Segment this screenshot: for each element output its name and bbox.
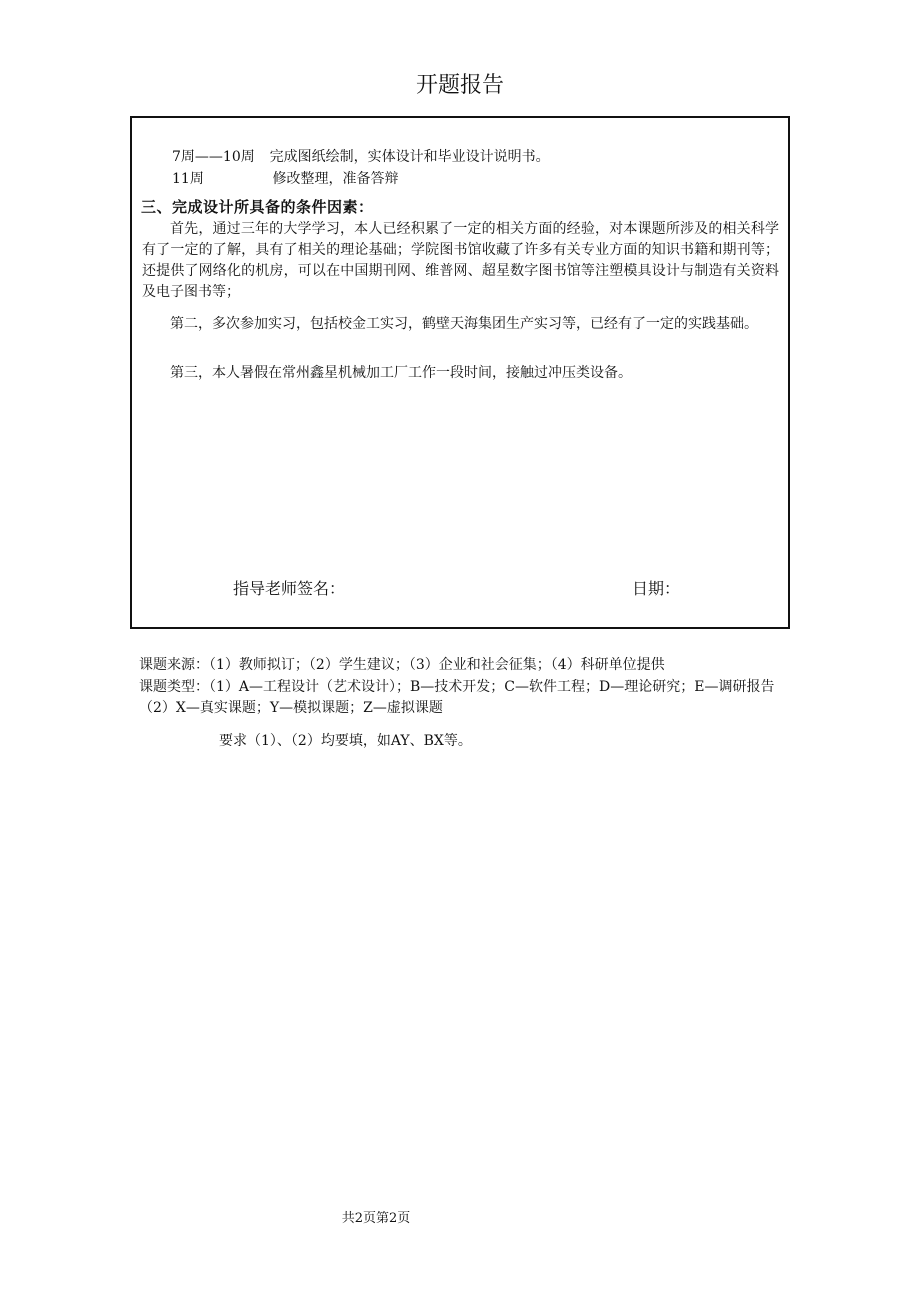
schedule-task: 修改整理，准备答辩 — [272, 171, 399, 187]
report-content-box — [130, 116, 790, 629]
page-number: 共2页第2页 — [341, 1211, 411, 1226]
schedule-task: 完成图纸绘制，实体设计和毕业设计说明书。 — [269, 149, 550, 165]
paragraph-second: 第二，多次参加实习，包括校金工实习，鹤壁天海集团生产实习等，已经有了一定的实践基础。 — [170, 316, 758, 332]
schedule-week: 7周——10周 — [172, 149, 255, 165]
schedule-row-2 — [172, 169, 398, 190]
paragraph-third: 第三，本人暑假在常州鑫星机械加工厂工作一段时间，接触过冲压类设备。 — [170, 365, 632, 381]
footnote-requirement: 要求（1）、（2）均要填，如AY、BX等。 — [219, 733, 472, 749]
footnote-source: 课题来源：（1）教师拟订；（2）学生建议；（3）企业和社会征集；（4）科研单位提供 — [139, 657, 665, 673]
schedule-week: 11周 — [172, 171, 204, 187]
page-title: 开题报告 — [415, 73, 504, 98]
paragraph-first: 首先，通过三年的大学学习，本人已经积累了一定的相关方面的经验，对本课题所涉及的相关科学有了一定的了解，具有了相关的理论基础；学院图书馆收藏了许多有关专业方面的知识书籍和期刊等；还提供了网络化的机房，可以在中国期刊网、维普网、超星数字图书馆等注塑模具设计与制造有关资料及电子图书等； — [142, 221, 779, 300]
date-label: 日期： — [632, 579, 681, 598]
footnote-type: 课题类型：（1）A—工程设计（艺术设计）；B—技术开发；C—软件工程；D—理论研究；E—调研报告（2）X—真实课题；Y—模拟课题；Z—虚拟课题 — [139, 679, 775, 716]
section-heading: 三、完成设计所具备的条件因素： — [141, 198, 374, 216]
signature-label: 指导老师签名： — [233, 579, 346, 598]
schedule-row-1 — [172, 147, 550, 168]
